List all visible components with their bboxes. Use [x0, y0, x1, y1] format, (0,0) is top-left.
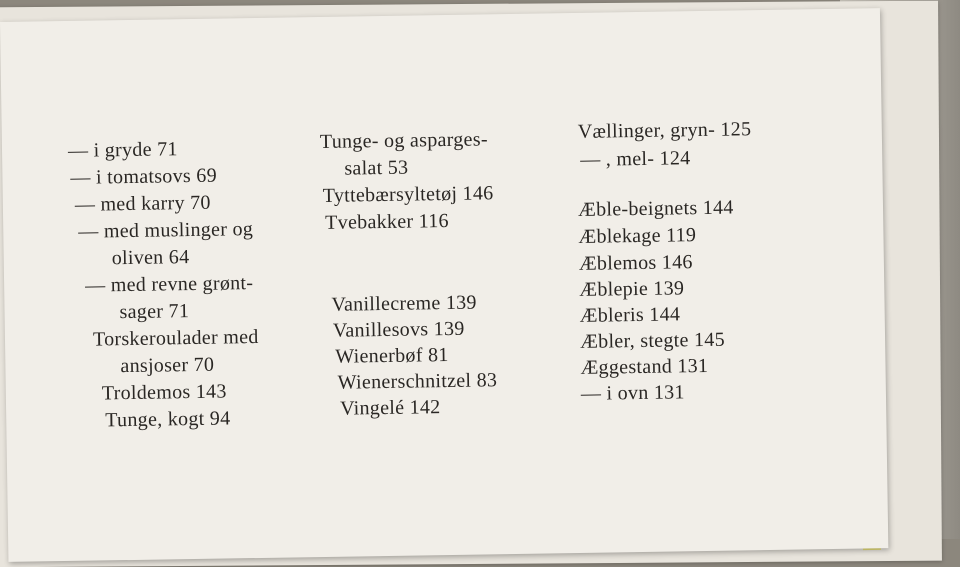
index-entry: Æble-beignets 144 [577, 196, 734, 221]
index-entry: Vanillesovs 139 [332, 317, 465, 342]
index-entry: Vanillecreme 139 [331, 291, 477, 316]
index-entry: Vingelé 142 [339, 396, 441, 420]
index-entry: — med karry 70 [74, 191, 211, 216]
index-entry: Wienerbøf 81 [335, 343, 449, 368]
index-entry: Æblemos 146 [578, 251, 693, 275]
index-entry: Tyttebærsyltetøj 146 [322, 182, 494, 207]
index-entry: salat 53 [344, 156, 409, 180]
index-entry: Tvebakker 116 [325, 209, 450, 234]
index-entry: — i tomatsovs 69 [70, 164, 218, 189]
index-entry: Æbleris 144 [579, 303, 681, 327]
index-entry: Wienerschnitzel 83 [337, 369, 498, 394]
index-entry: oliven 64 [111, 246, 190, 270]
index-entry: Tunge, kogt 94 [105, 407, 231, 432]
index-entry: Torskeroulader med [92, 325, 259, 351]
index-entry: sager 71 [119, 300, 190, 324]
index-entry: Æbler, stegte 145 [579, 328, 726, 353]
index-entry: Æggestand 131 [580, 354, 709, 379]
index-entry: Troldemos 143 [101, 380, 227, 405]
index-entry: — med revne grønt- [84, 272, 254, 297]
index-entry: Vællinger, gryn- 125 [577, 118, 752, 143]
index-entry: — i gryde 71 [67, 138, 178, 162]
index-entry: ansjoser 70 [120, 353, 215, 378]
book-page [0, 8, 888, 562]
index-entry: — , mel- 124 [580, 147, 691, 171]
index-entry: Æblepie 139 [579, 277, 685, 301]
index-entry: — i ovn 131 [580, 381, 685, 405]
index-entry: Æblekage 119 [578, 224, 697, 248]
index-entry: Tunge- og asparges- [319, 128, 488, 153]
index-entry: — med muslinger og [78, 218, 254, 243]
